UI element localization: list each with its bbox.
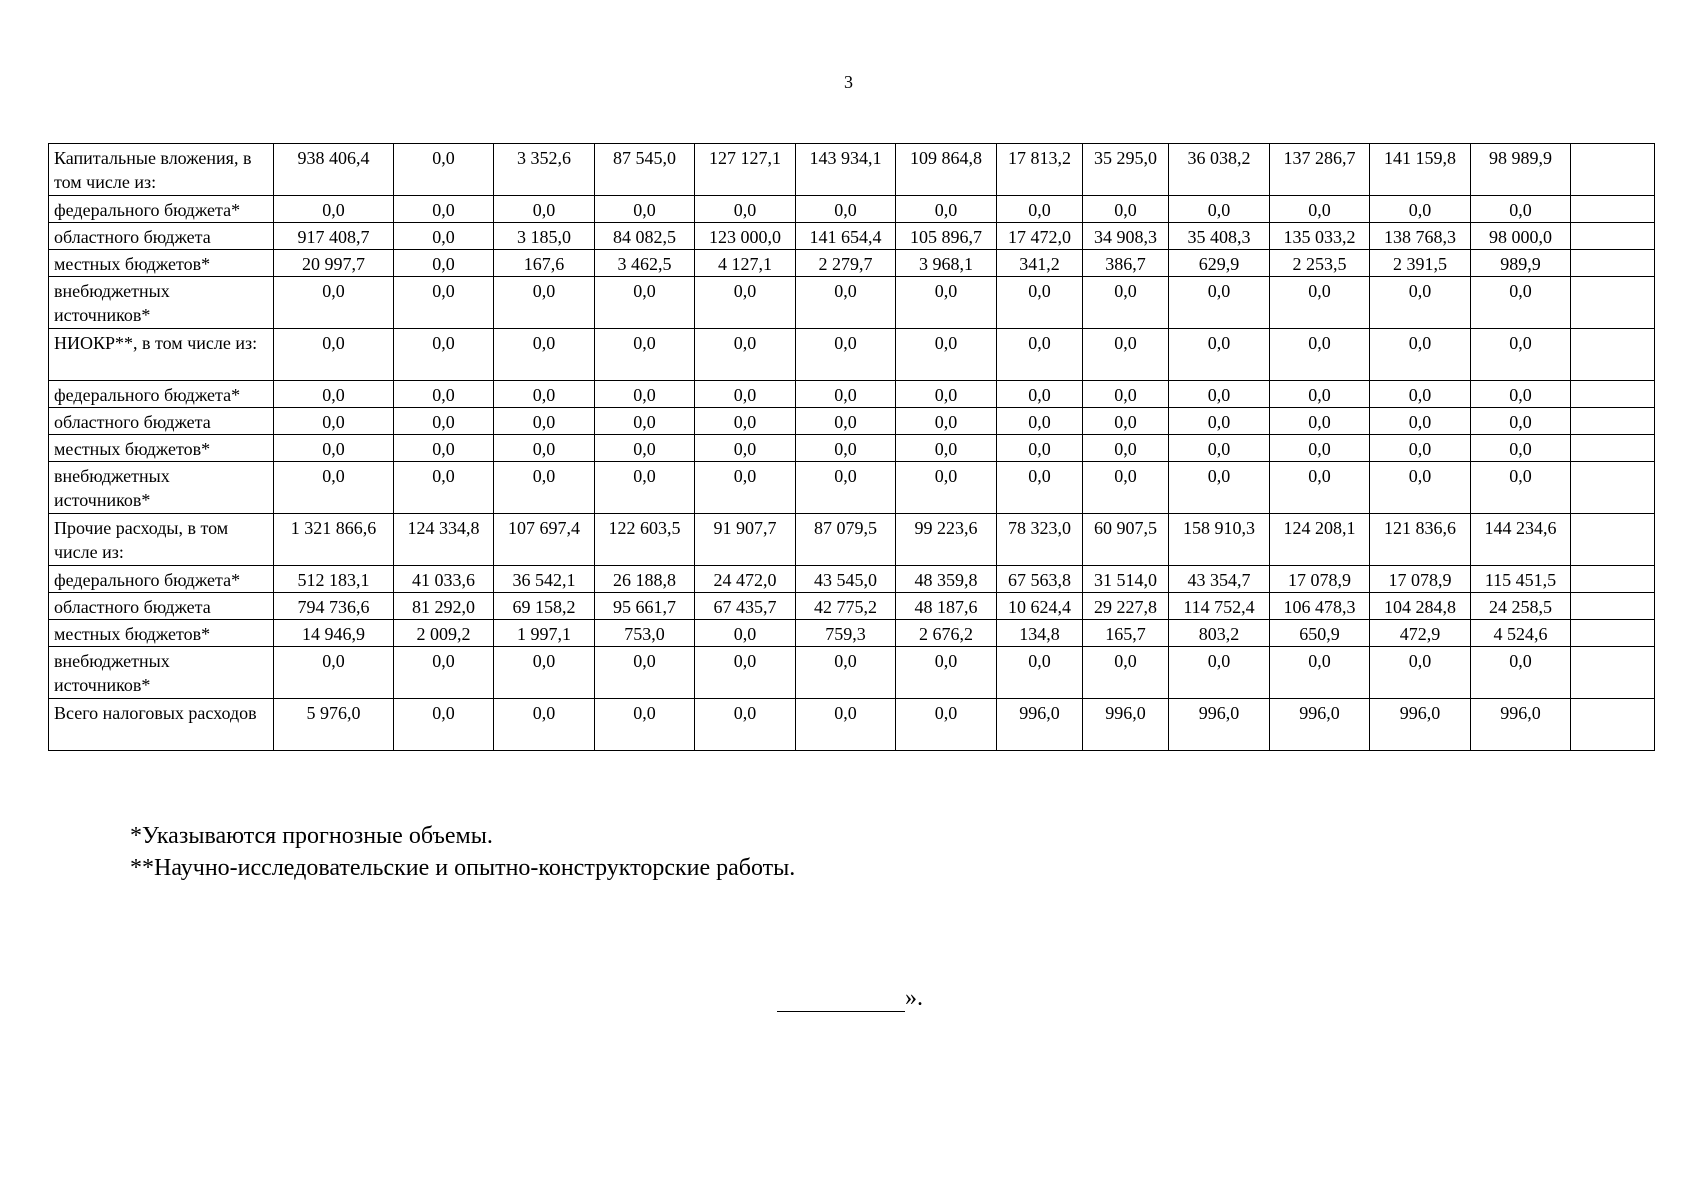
- table-row: [49, 620, 1655, 647]
- value-cell: [1571, 514, 1655, 566]
- value-cell: 35 408,3: [1169, 223, 1270, 250]
- value-cell: 472,9: [1370, 620, 1471, 647]
- value-cell: 95 661,7: [595, 593, 695, 620]
- value-cell: 0,0: [1169, 435, 1270, 462]
- value-cell: 34 908,3: [1083, 223, 1169, 250]
- value-cell: 0,0: [1471, 196, 1571, 223]
- value-cell: 48 187,6: [896, 593, 997, 620]
- value-cell: 0,0: [494, 277, 595, 329]
- value-cell: 0,0: [796, 647, 896, 699]
- value-cell: 78 323,0: [997, 514, 1083, 566]
- blank-line: [777, 985, 905, 1012]
- value-cell: 0,0: [695, 620, 796, 647]
- value-cell: 122 603,5: [595, 514, 695, 566]
- value-cell: 0,0: [494, 462, 595, 514]
- value-cell: 0,0: [1169, 196, 1270, 223]
- table-row: [49, 514, 1655, 566]
- value-cell: 0,0: [595, 329, 695, 381]
- value-cell: 0,0: [896, 699, 997, 751]
- value-cell: 123 000,0: [695, 223, 796, 250]
- budget-table: [48, 143, 1655, 751]
- value-cell: 29 227,8: [1083, 593, 1169, 620]
- value-cell: [1571, 566, 1655, 593]
- value-cell: [1571, 647, 1655, 699]
- value-cell: [1571, 196, 1655, 223]
- value-cell: 124 208,1: [1270, 514, 1370, 566]
- value-cell: 17 078,9: [1370, 566, 1471, 593]
- value-cell: 0,0: [796, 462, 896, 514]
- value-cell: 87 079,5: [796, 514, 896, 566]
- value-cell: 41 033,6: [394, 566, 494, 593]
- value-cell: 0,0: [1169, 408, 1270, 435]
- value-cell: 143 934,1: [796, 144, 896, 196]
- value-cell: 629,9: [1169, 250, 1270, 277]
- table-row: [49, 277, 1655, 329]
- value-cell: 5 976,0: [274, 699, 394, 751]
- value-cell: 137 286,7: [1270, 144, 1370, 196]
- value-cell: 67 563,8: [997, 566, 1083, 593]
- value-cell: 144 234,6: [1471, 514, 1571, 566]
- value-cell: 0,0: [1471, 408, 1571, 435]
- table-row: [49, 566, 1655, 593]
- value-cell: 167,6: [494, 250, 595, 277]
- value-cell: 0,0: [1370, 196, 1471, 223]
- value-cell: 0,0: [274, 647, 394, 699]
- value-cell: 165,7: [1083, 620, 1169, 647]
- value-cell: 0,0: [997, 196, 1083, 223]
- value-cell: 20 997,7: [274, 250, 394, 277]
- value-cell: 0,0: [695, 435, 796, 462]
- value-cell: 3 968,1: [896, 250, 997, 277]
- value-cell: [1571, 435, 1655, 462]
- value-cell: 104 284,8: [1370, 593, 1471, 620]
- value-cell: 0,0: [896, 196, 997, 223]
- value-cell: 0,0: [595, 647, 695, 699]
- value-cell: 114 752,4: [1169, 593, 1270, 620]
- value-cell: 1 321 866,6: [274, 514, 394, 566]
- value-cell: [1571, 381, 1655, 408]
- value-cell: 0,0: [796, 408, 896, 435]
- value-cell: 0,0: [1370, 435, 1471, 462]
- row-label: областного бюджета: [49, 593, 274, 620]
- value-cell: 0,0: [896, 647, 997, 699]
- row-label: местных бюджетов*: [49, 435, 274, 462]
- value-cell: 0,0: [274, 381, 394, 408]
- value-cell: 60 907,5: [1083, 514, 1169, 566]
- value-cell: 2 009,2: [394, 620, 494, 647]
- value-cell: 0,0: [494, 329, 595, 381]
- value-cell: 0,0: [1471, 647, 1571, 699]
- value-cell: 0,0: [595, 699, 695, 751]
- value-cell: 2 253,5: [1270, 250, 1370, 277]
- value-cell: 917 408,7: [274, 223, 394, 250]
- row-label: федерального бюджета*: [49, 196, 274, 223]
- row-label: внебюджетных источников*: [49, 462, 274, 514]
- table-row: [49, 462, 1655, 514]
- value-cell: [1571, 329, 1655, 381]
- value-cell: 0,0: [1370, 381, 1471, 408]
- page-number: 3: [844, 72, 853, 92]
- value-cell: 0,0: [695, 699, 796, 751]
- value-cell: 996,0: [1471, 699, 1571, 751]
- value-cell: 99 223,6: [896, 514, 997, 566]
- value-cell: 996,0: [1083, 699, 1169, 751]
- table-row: [49, 435, 1655, 462]
- table-row: [49, 699, 1655, 751]
- value-cell: 69 158,2: [494, 593, 595, 620]
- row-label: областного бюджета: [49, 408, 274, 435]
- value-cell: 17 813,2: [997, 144, 1083, 196]
- value-cell: 106 478,3: [1270, 593, 1370, 620]
- value-cell: 0,0: [796, 196, 896, 223]
- value-cell: 0,0: [1083, 647, 1169, 699]
- row-label: федерального бюджета*: [49, 381, 274, 408]
- value-cell: 341,2: [997, 250, 1083, 277]
- value-cell: 0,0: [274, 435, 394, 462]
- value-cell: 98 000,0: [1471, 223, 1571, 250]
- value-cell: 109 864,8: [896, 144, 997, 196]
- table-row: [49, 329, 1655, 381]
- value-cell: 0,0: [1270, 647, 1370, 699]
- row-label: Капитальные вложения, в том числе из:: [49, 144, 274, 196]
- value-cell: 0,0: [1471, 277, 1571, 329]
- value-cell: 0,0: [1270, 196, 1370, 223]
- value-cell: 0,0: [274, 196, 394, 223]
- value-cell: 0,0: [1169, 329, 1270, 381]
- value-cell: 158 910,3: [1169, 514, 1270, 566]
- value-cell: 0,0: [595, 435, 695, 462]
- value-cell: 0,0: [695, 381, 796, 408]
- value-cell: 512 183,1: [274, 566, 394, 593]
- value-cell: 81 292,0: [394, 593, 494, 620]
- value-cell: 996,0: [1270, 699, 1370, 751]
- row-label: областного бюджета: [49, 223, 274, 250]
- value-cell: 0,0: [695, 329, 796, 381]
- footnote-rnd: **Научно-исследовательские и опытно-конструкторские работы.: [130, 855, 796, 881]
- value-cell: 0,0: [595, 196, 695, 223]
- value-cell: 0,0: [595, 277, 695, 329]
- value-cell: 0,0: [997, 381, 1083, 408]
- value-cell: 0,0: [1270, 435, 1370, 462]
- row-label: внебюджетных источников*: [49, 647, 274, 699]
- value-cell: 17 078,9: [1270, 566, 1370, 593]
- value-cell: 0,0: [1083, 196, 1169, 223]
- value-cell: [1571, 593, 1655, 620]
- footnote-forecast: *Указываются прогнозные объемы.: [130, 823, 493, 849]
- value-cell: 0,0: [394, 647, 494, 699]
- value-cell: 0,0: [394, 250, 494, 277]
- value-cell: 386,7: [1083, 250, 1169, 277]
- value-cell: 115 451,5: [1471, 566, 1571, 593]
- value-cell: 0,0: [274, 408, 394, 435]
- value-cell: 0,0: [1083, 435, 1169, 462]
- value-cell: 0,0: [494, 408, 595, 435]
- value-cell: 0,0: [1471, 329, 1571, 381]
- value-cell: 3 185,0: [494, 223, 595, 250]
- value-cell: [1571, 620, 1655, 647]
- table-row: [49, 647, 1655, 699]
- value-cell: 0,0: [494, 196, 595, 223]
- value-cell: 0,0: [1083, 381, 1169, 408]
- value-cell: 0,0: [494, 381, 595, 408]
- value-cell: 31 514,0: [1083, 566, 1169, 593]
- budget-table-body: [49, 144, 1655, 751]
- value-cell: 0,0: [394, 435, 494, 462]
- table-row: [49, 196, 1655, 223]
- value-cell: 0,0: [997, 408, 1083, 435]
- value-cell: 0,0: [595, 381, 695, 408]
- value-cell: 0,0: [997, 277, 1083, 329]
- value-cell: 0,0: [1370, 647, 1471, 699]
- table-row: [49, 250, 1655, 277]
- value-cell: 1 997,1: [494, 620, 595, 647]
- table-row: [49, 408, 1655, 435]
- value-cell: 996,0: [1370, 699, 1471, 751]
- table-row: [49, 144, 1655, 196]
- table-row: [49, 593, 1655, 620]
- value-cell: 3 462,5: [595, 250, 695, 277]
- value-cell: 48 359,8: [896, 566, 997, 593]
- value-cell: 0,0: [695, 277, 796, 329]
- value-cell: 0,0: [394, 381, 494, 408]
- value-cell: 0,0: [394, 699, 494, 751]
- value-cell: 0,0: [1083, 277, 1169, 329]
- value-cell: 127 127,1: [695, 144, 796, 196]
- value-cell: 803,2: [1169, 620, 1270, 647]
- value-cell: 0,0: [997, 329, 1083, 381]
- value-cell: 2 279,7: [796, 250, 896, 277]
- row-label: Всего налоговых расходов: [49, 699, 274, 751]
- value-cell: 0,0: [695, 462, 796, 514]
- value-cell: 43 545,0: [796, 566, 896, 593]
- value-cell: 0,0: [896, 435, 997, 462]
- value-cell: 87 545,0: [595, 144, 695, 196]
- value-cell: 134,8: [997, 620, 1083, 647]
- value-cell: 0,0: [1083, 462, 1169, 514]
- value-cell: 43 354,7: [1169, 566, 1270, 593]
- footnotes: [130, 820, 795, 884]
- value-cell: 3 352,6: [494, 144, 595, 196]
- value-cell: 0,0: [796, 699, 896, 751]
- value-cell: 121 836,6: [1370, 514, 1471, 566]
- value-cell: 36 542,1: [494, 566, 595, 593]
- value-cell: 0,0: [796, 277, 896, 329]
- value-cell: [1571, 144, 1655, 196]
- value-cell: 2 676,2: [896, 620, 997, 647]
- value-cell: 0,0: [1471, 381, 1571, 408]
- value-cell: 107 697,4: [494, 514, 595, 566]
- value-cell: 0,0: [796, 381, 896, 408]
- value-cell: 141 159,8: [1370, 144, 1471, 196]
- value-cell: 996,0: [997, 699, 1083, 751]
- value-cell: 0,0: [1471, 462, 1571, 514]
- value-cell: 0,0: [997, 435, 1083, 462]
- value-cell: 0,0: [1169, 647, 1270, 699]
- row-label: НИОКР**, в том числе из:: [49, 329, 274, 381]
- value-cell: 91 907,7: [695, 514, 796, 566]
- value-cell: 0,0: [494, 647, 595, 699]
- value-cell: 0,0: [1370, 329, 1471, 381]
- value-cell: 2 391,5: [1370, 250, 1471, 277]
- row-label: местных бюджетов*: [49, 250, 274, 277]
- value-cell: [1571, 699, 1655, 751]
- value-cell: 14 946,9: [274, 620, 394, 647]
- value-cell: 0,0: [394, 144, 494, 196]
- value-cell: 0,0: [394, 277, 494, 329]
- value-cell: 0,0: [1471, 435, 1571, 462]
- value-cell: 0,0: [796, 435, 896, 462]
- value-cell: 0,0: [1370, 462, 1471, 514]
- value-cell: 794 736,6: [274, 593, 394, 620]
- value-cell: 141 654,4: [796, 223, 896, 250]
- row-label: местных бюджетов*: [49, 620, 274, 647]
- value-cell: 0,0: [1083, 408, 1169, 435]
- value-cell: 24 472,0: [695, 566, 796, 593]
- row-label: внебюджетных источников*: [49, 277, 274, 329]
- value-cell: 0,0: [274, 329, 394, 381]
- value-cell: [1571, 462, 1655, 514]
- value-cell: [1571, 250, 1655, 277]
- value-cell: 989,9: [1471, 250, 1571, 277]
- value-cell: 753,0: [595, 620, 695, 647]
- value-cell: 0,0: [796, 329, 896, 381]
- row-label: федерального бюджета*: [49, 566, 274, 593]
- value-cell: 0,0: [896, 381, 997, 408]
- value-cell: 0,0: [896, 408, 997, 435]
- value-cell: 0,0: [896, 277, 997, 329]
- value-cell: 0,0: [997, 462, 1083, 514]
- value-cell: 0,0: [695, 408, 796, 435]
- closing-quote: ».: [905, 985, 923, 1011]
- value-cell: 0,0: [394, 196, 494, 223]
- value-cell: 0,0: [896, 462, 997, 514]
- value-cell: 0,0: [494, 435, 595, 462]
- value-cell: 24 258,5: [1471, 593, 1571, 620]
- value-cell: 0,0: [494, 699, 595, 751]
- value-cell: 124 334,8: [394, 514, 494, 566]
- value-cell: 4 127,1: [695, 250, 796, 277]
- value-cell: 0,0: [1370, 277, 1471, 329]
- value-cell: 84 082,5: [595, 223, 695, 250]
- value-cell: 67 435,7: [695, 593, 796, 620]
- value-cell: 759,3: [796, 620, 896, 647]
- value-cell: 938 406,4: [274, 144, 394, 196]
- row-label: Прочие расходы, в том числе из:: [49, 514, 274, 566]
- value-cell: 0,0: [274, 462, 394, 514]
- value-cell: 10 624,4: [997, 593, 1083, 620]
- value-cell: 0,0: [1270, 329, 1370, 381]
- table-row: [49, 381, 1655, 408]
- value-cell: 0,0: [1169, 277, 1270, 329]
- value-cell: 0,0: [1370, 408, 1471, 435]
- value-cell: [1571, 408, 1655, 435]
- value-cell: 0,0: [595, 462, 695, 514]
- value-cell: 0,0: [394, 462, 494, 514]
- value-cell: 0,0: [896, 329, 997, 381]
- value-cell: 0,0: [394, 408, 494, 435]
- value-cell: 0,0: [274, 277, 394, 329]
- value-cell: 0,0: [1083, 329, 1169, 381]
- value-cell: 138 768,3: [1370, 223, 1471, 250]
- value-cell: 0,0: [1270, 381, 1370, 408]
- value-cell: 0,0: [394, 223, 494, 250]
- value-cell: 0,0: [695, 196, 796, 223]
- value-cell: 17 472,0: [997, 223, 1083, 250]
- value-cell: 0,0: [997, 647, 1083, 699]
- value-cell: 0,0: [695, 647, 796, 699]
- value-cell: 650,9: [1270, 620, 1370, 647]
- value-cell: 35 295,0: [1083, 144, 1169, 196]
- value-cell: 26 188,8: [595, 566, 695, 593]
- value-cell: 135 033,2: [1270, 223, 1370, 250]
- value-cell: 0,0: [1169, 381, 1270, 408]
- table-row: [49, 223, 1655, 250]
- value-cell: 4 524,6: [1471, 620, 1571, 647]
- value-cell: [1571, 277, 1655, 329]
- value-cell: [1571, 223, 1655, 250]
- value-cell: 98 989,9: [1471, 144, 1571, 196]
- value-cell: 0,0: [1270, 277, 1370, 329]
- value-cell: 0,0: [595, 408, 695, 435]
- value-cell: 996,0: [1169, 699, 1270, 751]
- closing-line: [777, 985, 923, 1012]
- value-cell: 0,0: [1169, 462, 1270, 514]
- value-cell: 36 038,2: [1169, 144, 1270, 196]
- value-cell: 0,0: [1270, 462, 1370, 514]
- value-cell: 42 775,2: [796, 593, 896, 620]
- value-cell: 0,0: [1270, 408, 1370, 435]
- value-cell: 105 896,7: [896, 223, 997, 250]
- value-cell: 0,0: [394, 329, 494, 381]
